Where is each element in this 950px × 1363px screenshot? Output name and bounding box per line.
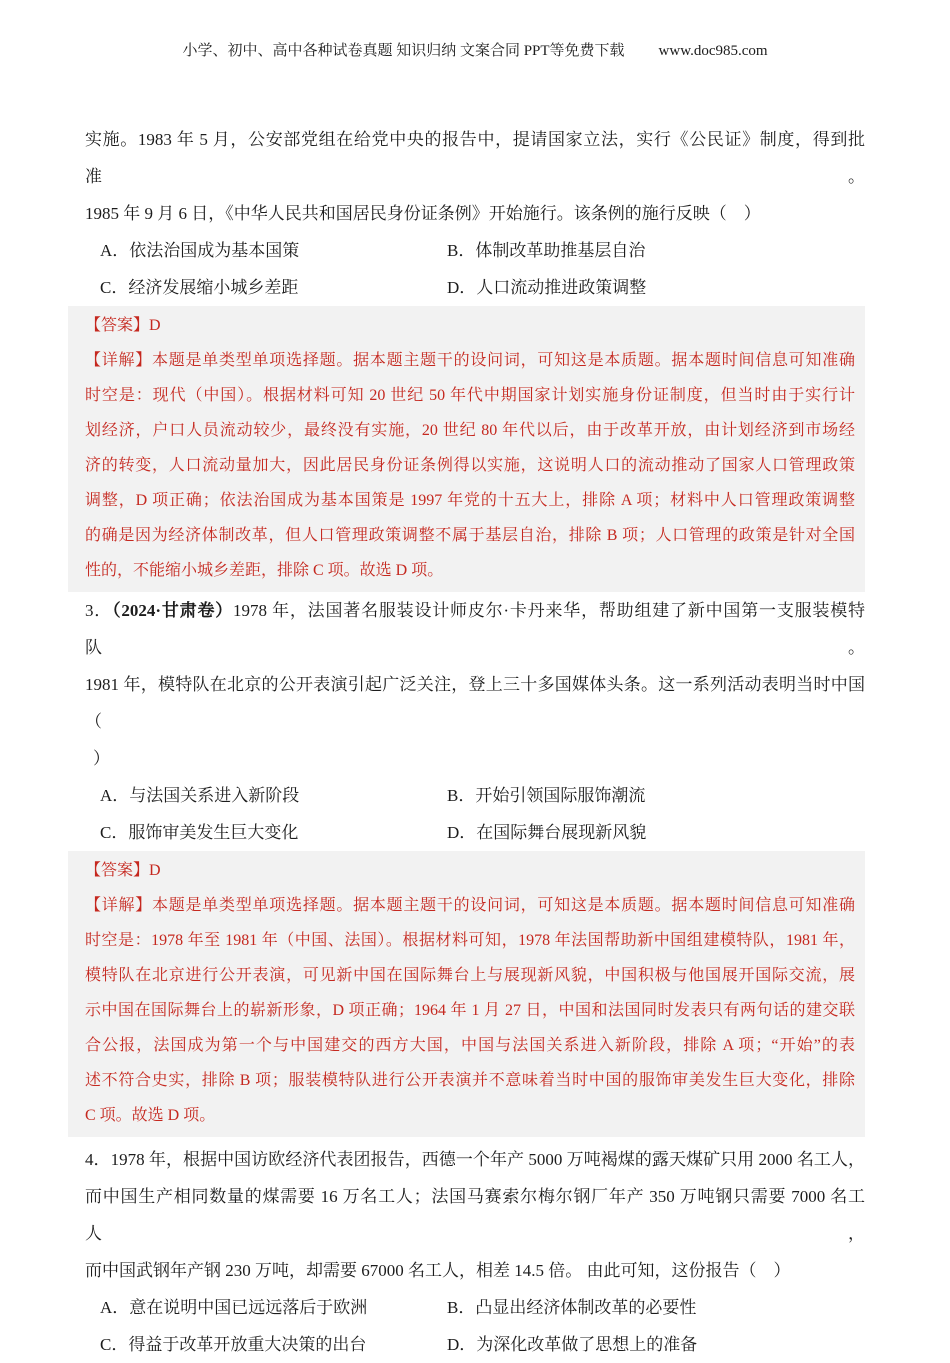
q2-option-c: C．经济发展缩小城乡差距 xyxy=(100,278,299,297)
q2-detail-line: 【详解】本题是单类型单项选择题。据本题主题干的设问词，可知这是本质题。据本题时间信息可知准确 xyxy=(85,352,855,369)
answer-value: D xyxy=(149,862,161,879)
question3-stem xyxy=(85,592,865,777)
q4-options-row-cd xyxy=(85,1326,865,1363)
q2-option-d: D．人口流动推进政策调整 xyxy=(447,278,647,297)
q4-options-row-ab xyxy=(85,1289,865,1326)
q2-options-row-ab xyxy=(85,232,865,269)
q3-number: 3． xyxy=(85,601,113,620)
q2-option-a: A．依法治国成为基本国策 xyxy=(100,241,300,260)
q2-detail-line: 性的，不能缩小城乡差距，排除 C 项。故选 D 项。 xyxy=(85,562,444,579)
q3-option-c: C．服饰审美发生巨大变化 xyxy=(100,823,299,842)
q3-options-row-cd xyxy=(85,814,865,851)
q4-option-b: B．凸显出经济体制改革的必要性 xyxy=(447,1298,697,1317)
answer-label: 【答案】 xyxy=(85,317,150,334)
q2-detail-line: 的确是因为经济体制改革，但人口管理政策调整不属于基层自治，排除 B 项；人口管理的政策是针对全国 xyxy=(85,527,855,544)
q2-option-b: B．体制改革助推基层自治 xyxy=(447,241,646,260)
doc-header xyxy=(0,39,950,60)
question2-stem xyxy=(85,121,865,232)
q2-detail-line: 调整，D 项正确；依法治国成为基本国策是 1997 年党的十五大上，排除 A 项；材料中人口管理政策调整 xyxy=(85,492,855,509)
q3-stem-line xyxy=(85,592,865,666)
q3-stem-text: 1978 年，法国著名服装设计师皮尔·卡丹来华，帮助组建了新中国第一支服装模特队。 xyxy=(85,601,865,657)
q2-detail-line: 划经济，户口人员流动较少，最终没有实施，20 世纪 80 年代以后，由于改革开放，由计划经济到市场经 xyxy=(85,422,855,439)
q3-detail-line: C 项。故选 D 项。 xyxy=(85,1107,216,1124)
q3-detail-line: 合公报，法国成为第一个与中国建交的西方大国，中国与法国关系进入新阶段，排除 A 项；“开始”的表 xyxy=(85,1037,855,1054)
q2-answer-line xyxy=(85,308,855,343)
q3-option-b: B．开始引领国际服饰潮流 xyxy=(447,786,646,805)
q3-answer-block xyxy=(68,851,865,1137)
q2-stem-line: 1985 年 9 月 6 日，《中华人民共和国居民身份证条例》开始施行。该条例的施行反映（ ） xyxy=(85,204,761,223)
q4-stem-line: 而中国生产相同数量的煤需要 16 万名工人；法国马赛索尔梅尔钢厂年产 350 万吨钢只需要 7000 名工人， xyxy=(85,1187,865,1243)
q3-option-d: D．在国际舞台展现新风貌 xyxy=(447,823,647,842)
exam-content xyxy=(85,121,865,1363)
q2-detail-line: 时空是：现代（中国）。根据材料可知 20 世纪 50 年代中期国家计划实施身份证制度，但当时由于实行计 xyxy=(85,387,855,404)
q4-option-c: C．得益于改革开放重大决策的出台 xyxy=(100,1335,367,1354)
header-url: www.doc985.com xyxy=(658,43,768,59)
q2-options-row-cd xyxy=(85,269,865,306)
q3-detail-line: 模特队在北京进行公开表演，可见新中国在国际舞台上与展现新风貌，中国积极与他国展开国际交流，展 xyxy=(85,967,855,984)
q3-detail-line: 述不符合史实，排除 B 项；服装模特队进行公开表演并不意味着当时中国的服饰审美发生巨大变化，排除 xyxy=(85,1072,855,1089)
q3-options-row-ab xyxy=(85,777,865,814)
q4-stem-line: 而中国武钢年产钢 230 万吨，却需要 67000 名工人，相差 14.5 倍。 由此可知，这份报告（ ） xyxy=(85,1261,791,1280)
q3-answer-line xyxy=(85,853,855,888)
q3-source-tag: （2024·甘肃卷） xyxy=(112,601,234,620)
q3-option-a: A．与法国关系进入新阶段 xyxy=(100,786,300,805)
answer-value: D xyxy=(149,317,161,334)
q2-stem-line: 实施。1983 年 5 月，公安部党组在给党中央的报告中，提请国家立法，实行《公民证》制度，得到批准。 xyxy=(85,130,865,186)
q3-detail-line: 示中国在国际舞台上的崭新形象，D 项正确；1964 年 1 月 27 日，中国和法国同时发表只有两句话的建交联 xyxy=(85,1002,855,1019)
answer-label: 【答案】 xyxy=(85,862,150,879)
q3-detail-line: 【详解】本题是单类型单项选择题。据本题主题干的设问词，可知这是本质题。据本题时间信息可知准确 xyxy=(85,897,855,914)
q4-stem-line: 4．1978 年，根据中国访欧经济代表团报告，西德一个年产 5000 万吨褐煤的露天煤矿只用 2000 名工人， xyxy=(85,1150,865,1169)
q2-answer-block xyxy=(68,306,865,592)
q4-option-a: A．意在说明中国已远远落后于欧洲 xyxy=(100,1298,368,1317)
q4-option-d: D．为深化改革做了思想上的准备 xyxy=(447,1335,698,1354)
q3-stem-line: ） xyxy=(93,749,110,768)
question4-stem xyxy=(85,1141,865,1289)
header-slogan: 小学、初中、高中各种试卷真题 知识归纳 文案合同 PPT等免费下载 xyxy=(182,43,625,59)
q3-detail-line: 时空是：1978 年至 1981 年（中国、法国）。根据材料可知，1978 年法国帮助新中国组建模特队，1981 年， xyxy=(85,932,855,949)
q3-stem-line: 1981 年，模特队在北京的公开表演引起广泛关注，登上三十多国媒体头条。这一系列活动表明当时中国（ xyxy=(85,675,865,731)
q2-detail-line: 济的转变，人口流动量加大，因此居民身份证条例得以实施，这说明人口的流动推动了国家人口管理政策 xyxy=(85,457,855,474)
